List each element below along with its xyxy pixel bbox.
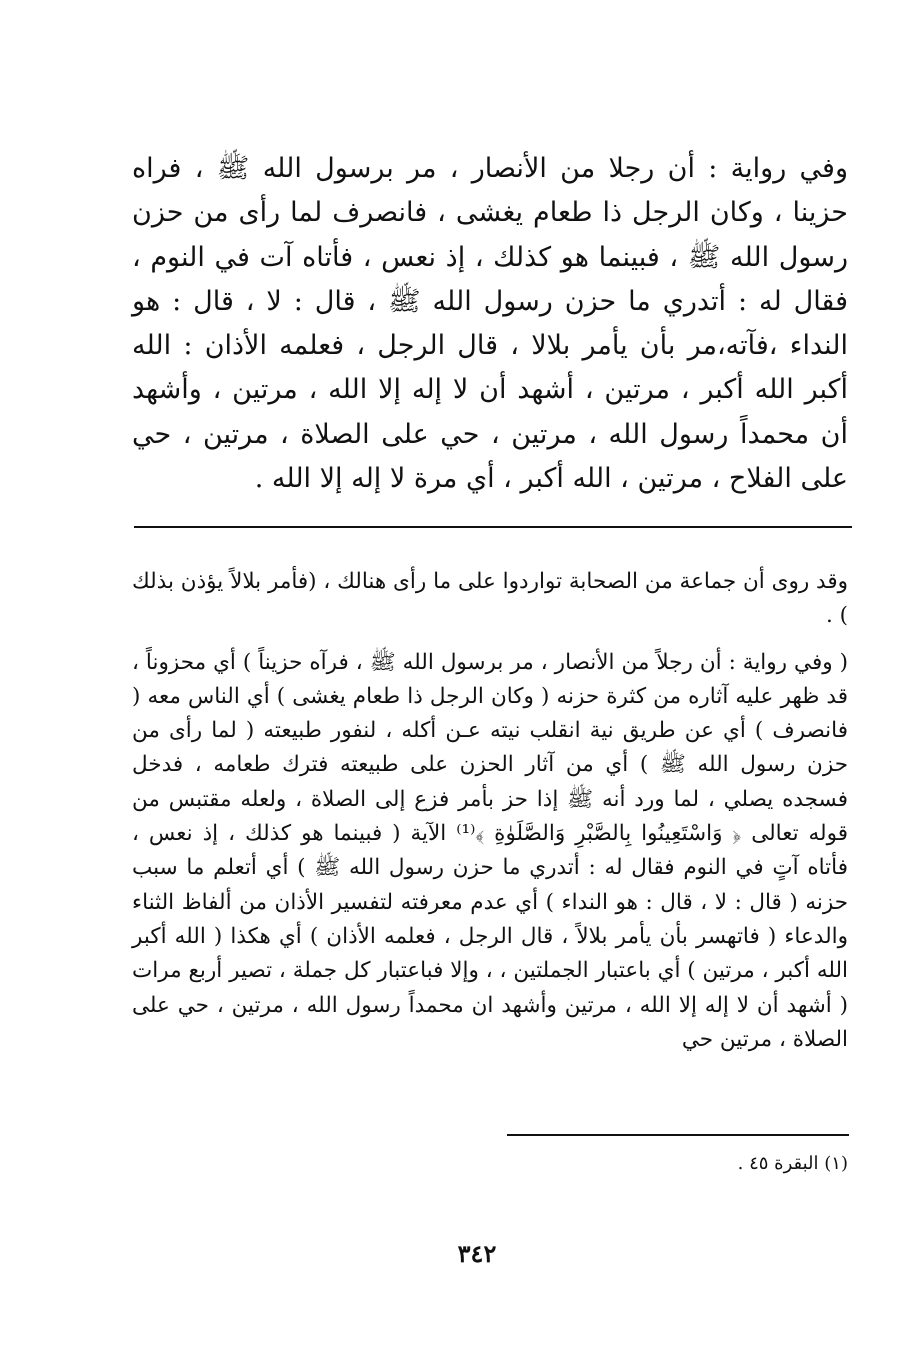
commentary-intro: وقد روى أن جماعة من الصحابة تواردوا على ما رأى هنالك ، (فأمر بلالاً يؤذن بذلك ) . bbox=[132, 569, 848, 629]
main-text-block bbox=[132, 147, 848, 501]
footnote-separator bbox=[507, 1134, 849, 1136]
footnote: (١) البقرة ٤٥ . bbox=[737, 1153, 848, 1174]
separator-line bbox=[134, 526, 852, 528]
main-paragraph: وفي رواية : أن رجلا من الأنصار ، مر برسول الله ﷺ ، فراه حزينا ، وكان الرجل ذا طعام يغشى ، فانصرف لما رأى من حزن رسول الله ﷺ ، فبينما هو كذلك ، إذ نعس ، فأتاه آت في النوم ، فقال له : أتدري ما حزن رسول الله ﷺ ، قال : لا ، قال : هو النداء ،فآته،مر بأن يأمر بلالا ، قال الرجل ، فعلمه الأذان : الله أكبر الله أكبر ، مرتين ، أشهد أن لا إله إلا الله ، مرتين ، وأشهد أن محمداً رسول الله ، مرتين ، حي على الصلاة ، مرتين ، حي على الفلاح ، مرتين ، الله أكبر ، أي مرة لا إله إلا الله . bbox=[132, 153, 848, 495]
page-number: ٣٤٢ bbox=[457, 1239, 497, 1268]
commentary-block bbox=[132, 565, 848, 1057]
commentary-body: ( وفي رواية : أن رجلاً من الأنصار ، مر برسول الله ﷺ ، فرآه حزيناً ) أي محزوناً ، قد ظهر عليه آثاره من كثرة حزنه ( وكان الرجل ذا طعام يغشى ) أي الناس معه ( فانصرف ) أي عن طريق نية انقلب نيته عـن أكله ، لنفور طبيعته ( لما رأى من حزن رسول الله ﷺ ) أي من آثار الحزن على طبيعته فترك طعامه ، فدخل فسجده يصلي ، لما ورد أنه ﷺ إذا حز بأمر فزع إلى الصلاة ، ولعله مقتبس من قوله تعالى ﴿ وَاسْتَعِينُوا بِالصَّبْرِ وَالصَّلَوٰةِ ﴾⁽¹⁾ الآية ( فبينما هو كذلك ، إذ نعس ، فأتاه آتٍ في النوم فقال له : أتدري ما حزن رسول الله ﷺ ) أي أتعلم ما سبب حزنه ( قال : لا ، قال : هو النداء ) أي عدم معرفته لتفسير الأذان من ألفاظ الثناء والدعاء ( فاتهسر بأن يأمر بلالاً ، قال الرجل ، فعلمه الأذان ) أي هكذا ( الله أكبر الله أكبر ، مرتين ) أي باعتبار الجملتين ، ، وإلا فباعتبار كل جملة ، تصير أربع مرات ( أشهد أن لا إله إلا الله ، مرتين وأشهد ان محمداً رسول الله ، مرتين ، حي على الصلاة ، مرتين حي bbox=[132, 649, 848, 1052]
